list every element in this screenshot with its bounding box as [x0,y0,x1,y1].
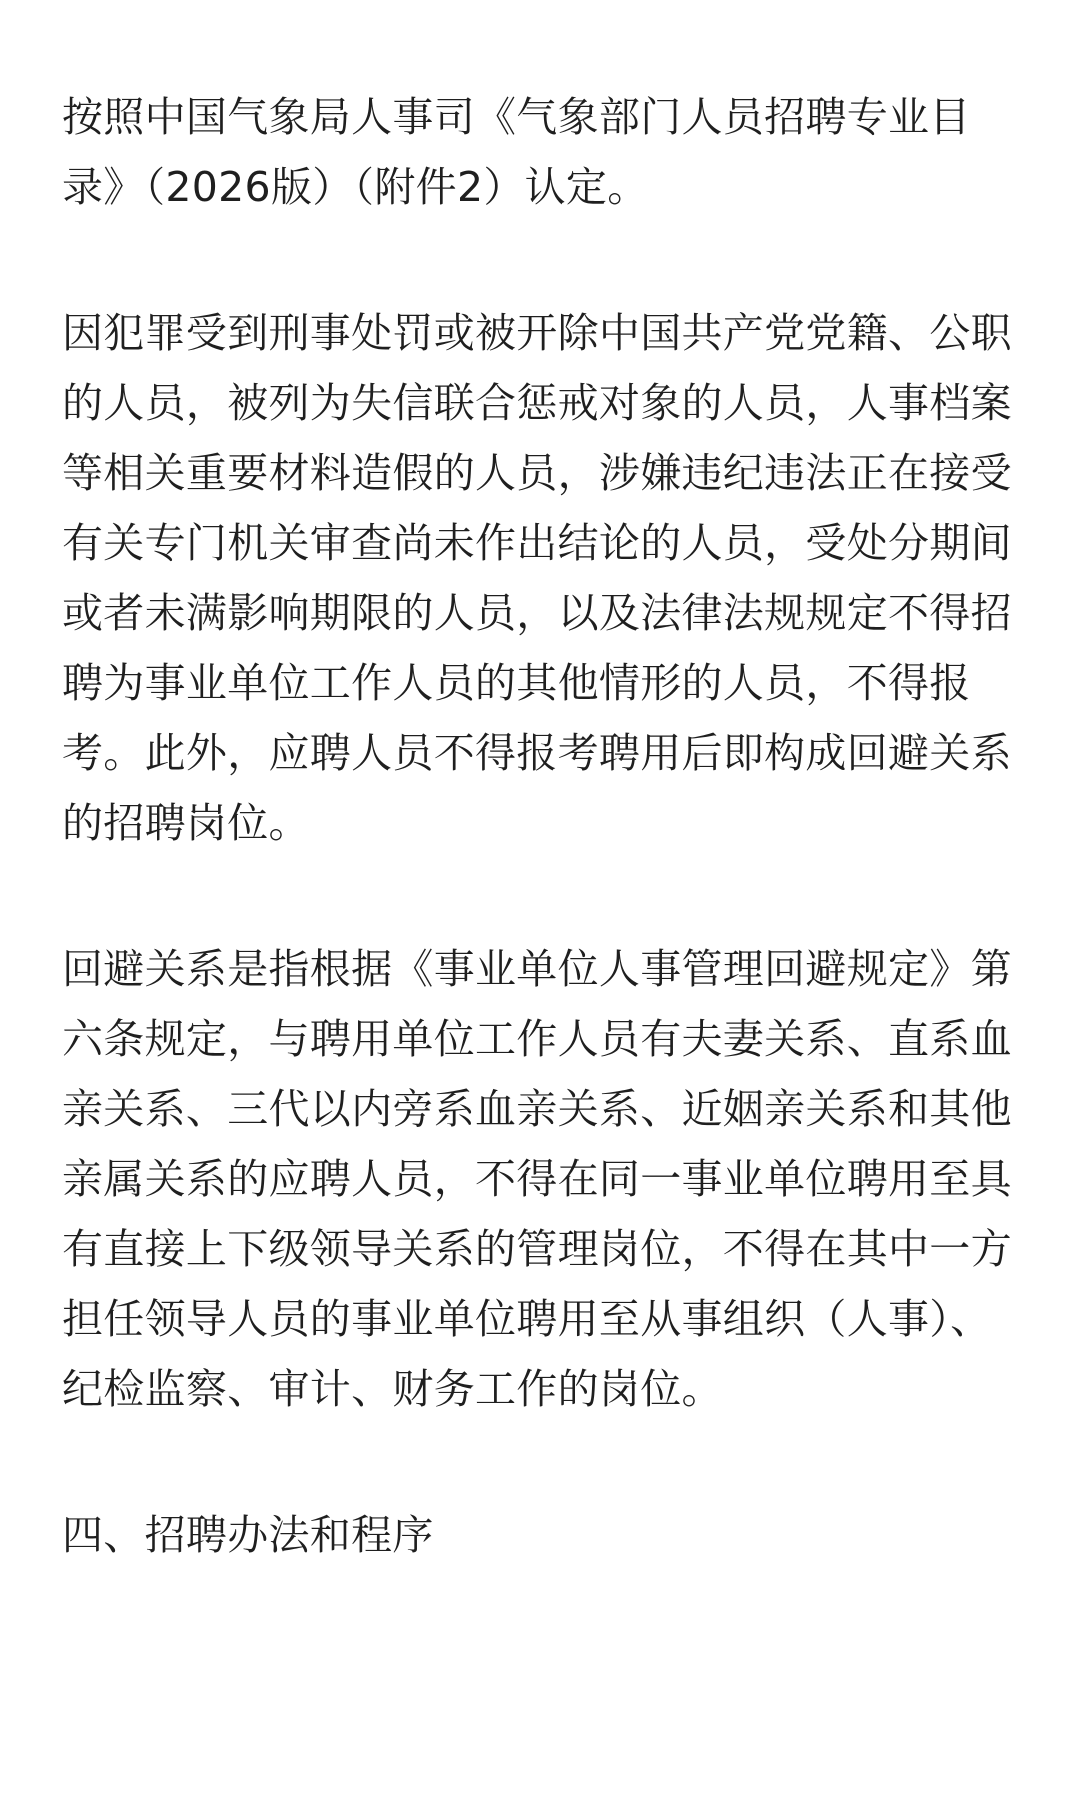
paragraph-ineligibility: 因犯罪受到刑事处罚或被开除中国共产党党籍、公职的人员，被列为失信联合惩戒对象的人员，人事档案等相关重要材料造假的人员，涉嫌违纪违法正在接受有关专门机关审查尚未作出结论的人员，受处分期间或者未满影响期限的人员，以及法律法规规定不得招聘为事业单位工作人员的其他情形的人员，不得报考。此外，应聘人员不得报考聘用后即构成回避关系的招聘岗位。 [62,309,1012,847]
section-heading: 四、招聘办法和程序 [62,1511,434,1559]
paragraph-major-catalog: 按照中国气象局人事司《气象部门人员招聘专业目录》（2026版）（附件2）认定。 [62,93,971,211]
paragraph-avoidance-relationship: 回避关系是指根据《事业单位人事管理回避规定》第六条规定，与聘用单位工作人员有夫妻关系、直系血亲关系、三代以内旁系血亲关系、近姻亲关系和其他亲属关系的应聘人员，不得在同一事业单位聘用至具有直接上下级领导关系的管理岗位，不得在其中一方担任领导人员的事业单位聘用至从事组织（人事）、纪检监察、审计、财务工作的岗位。 [62,945,1012,1413]
